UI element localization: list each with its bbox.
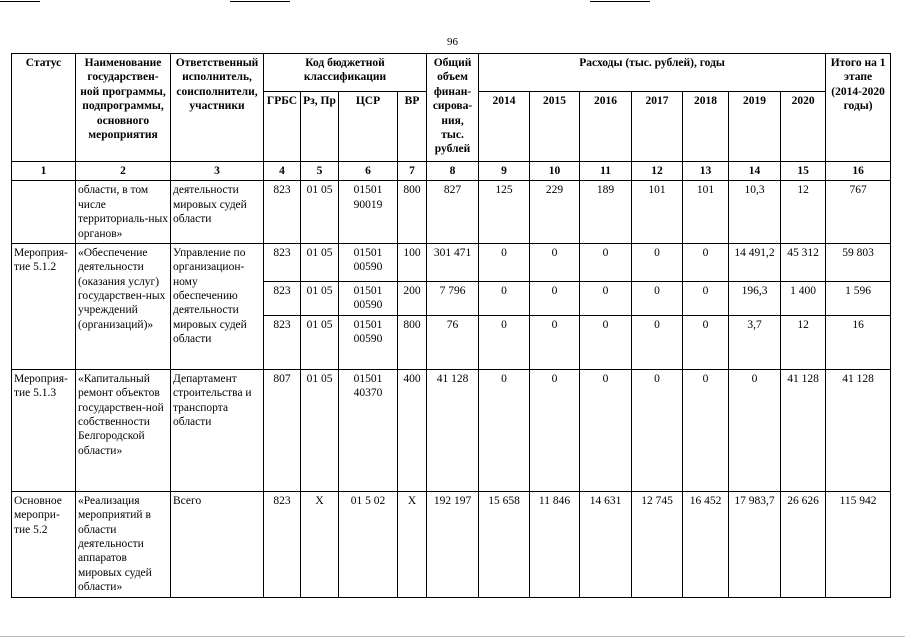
column-number: 13 <box>683 162 729 181</box>
cell-year: 196,3 <box>729 281 781 315</box>
table-row <box>12 369 891 491</box>
column-number: 11 <box>580 162 632 181</box>
cell-year: 12 745 <box>632 491 683 597</box>
header-year: 2019 <box>729 92 781 162</box>
cell-year: 16 452 <box>683 491 729 597</box>
cell-year: 0 <box>632 281 683 315</box>
cell-year: 41 128 <box>781 369 826 491</box>
cell-year: 0 <box>479 243 530 281</box>
cell-year: 15 658 <box>479 491 530 597</box>
column-number: 7 <box>398 162 427 181</box>
column-number: 16 <box>826 162 891 181</box>
cell-total: 41 128 <box>427 369 479 491</box>
column-number: 4 <box>264 162 301 181</box>
cell-year: 0 <box>580 369 632 491</box>
cell-grbs: 823 <box>264 281 301 315</box>
cell-year: 17 983,7 <box>729 491 781 597</box>
column-number: 15 <box>781 162 826 181</box>
cell-sum: 59 803 <box>826 243 891 281</box>
column-number: 3 <box>171 162 264 181</box>
cell-year: 10,3 <box>729 181 781 244</box>
header-year: 2020 <box>781 92 826 162</box>
cell-year: 1 400 <box>781 281 826 315</box>
cell-total: 301 471 <box>427 243 479 281</box>
cell-total: 827 <box>427 181 479 244</box>
cell-year: 0 <box>530 281 580 315</box>
cell-vr: 200 <box>398 281 427 315</box>
cell-grbs: 823 <box>264 181 301 244</box>
header-grbs: ГРБС <box>264 92 301 162</box>
cell-responsible: Департамент строительства и транспорта области <box>171 369 264 491</box>
header-year: 2015 <box>530 92 580 162</box>
cell-year: 0 <box>632 369 683 491</box>
column-number: 9 <box>479 162 530 181</box>
cell-sum: 16 <box>826 315 891 369</box>
table-row <box>12 181 891 244</box>
cell-year: 229 <box>530 181 580 244</box>
cell-responsible: Управление по организацион-ному обеспечению деятельности мировых судей области <box>171 243 264 369</box>
cell-name: «Капитальный ремонт объектов государствен-ной собственности Белгородской области» <box>76 369 171 491</box>
cell-responsible: деятельности мировых судей области <box>171 181 264 244</box>
cell-status <box>12 181 76 244</box>
cell-status: Мероприя-тие 5.1.2 <box>12 243 76 369</box>
budget-table <box>11 53 891 598</box>
column-number: 8 <box>427 162 479 181</box>
cell-year: 14 491,2 <box>729 243 781 281</box>
cell-year: 0 <box>530 369 580 491</box>
cell-year: 0 <box>580 243 632 281</box>
cell-status: Мероприя-тие 5.1.3 <box>12 369 76 491</box>
cell-csr: 01501 90019 <box>339 181 398 244</box>
header-total-stage: Итого на 1 этапе (2014-2020 годы) <box>826 54 891 162</box>
header-budget-code: Код бюджетной классификации <box>264 54 427 92</box>
cell-sum: 1 596 <box>826 281 891 315</box>
cell-rzpr: 01 05 <box>301 243 339 281</box>
cell-year: 45 312 <box>781 243 826 281</box>
cell-rzpr: 01 05 <box>301 181 339 244</box>
column-number: 12 <box>632 162 683 181</box>
header-total-volume: Общий объем финан-сирова-ния, тыс. рублей <box>427 54 479 162</box>
cell-year: 0 <box>632 315 683 369</box>
cell-rzpr: Х <box>301 491 339 597</box>
column-number: 5 <box>301 162 339 181</box>
header-expenses: Расходы (тыс. рублей), годы <box>479 54 826 92</box>
cell-rzpr: 01 05 <box>301 315 339 369</box>
cell-year: 0 <box>530 315 580 369</box>
cell-year: 189 <box>580 181 632 244</box>
table-row <box>12 243 891 281</box>
header-vr: ВР <box>398 92 427 162</box>
cell-vr: 800 <box>398 181 427 244</box>
cell-name: области, в том числе территориаль-ных органов» <box>76 181 171 244</box>
scan-edge-mark <box>590 1 650 2</box>
cell-responsible: Всего <box>171 491 264 597</box>
cell-name: «Обеспечение деятельности (оказания услуг) государствен-ных учреждений (организаций)» <box>76 243 171 369</box>
cell-year: 26 626 <box>781 491 826 597</box>
header-year: 2017 <box>632 92 683 162</box>
cell-csr: 01 5 02 <box>339 491 398 597</box>
cell-csr: 01501 00590 <box>339 315 398 369</box>
cell-total: 7 796 <box>427 281 479 315</box>
cell-name: «Реализация мероприятий в области деятельности аппаратов мировых судей области» <box>76 491 171 597</box>
cell-sum: 767 <box>826 181 891 244</box>
column-number: 14 <box>729 162 781 181</box>
cell-year: 0 <box>632 243 683 281</box>
cell-year: 0 <box>479 369 530 491</box>
cell-year: 0 <box>683 243 729 281</box>
header-csr: ЦСР <box>339 92 398 162</box>
cell-year: 0 <box>479 315 530 369</box>
cell-status: Основное меропри-тие 5.2 <box>12 491 76 597</box>
header-responsible: Ответственный исполнитель, соисполнители, участники <box>171 54 264 162</box>
cell-year: 0 <box>479 281 530 315</box>
cell-year: 0 <box>683 315 729 369</box>
header-name: Наименование государствен-ной программы, подпрограммы, основного мероприятия <box>76 54 171 162</box>
scan-edge-mark <box>230 1 290 2</box>
cell-sum: 115 942 <box>826 491 891 597</box>
page-number: 96 <box>447 36 458 48</box>
header-year: 2014 <box>479 92 530 162</box>
cell-year: 3,7 <box>729 315 781 369</box>
cell-vr: Х <box>398 491 427 597</box>
scan-bottom-edge <box>0 636 905 637</box>
cell-total: 192 197 <box>427 491 479 597</box>
cell-grbs: 807 <box>264 369 301 491</box>
cell-csr: 01501 40370 <box>339 369 398 491</box>
table-row <box>12 491 891 597</box>
header-status: Статус <box>12 54 76 162</box>
cell-year: 12 <box>781 181 826 244</box>
cell-year: 14 631 <box>580 491 632 597</box>
cell-grbs: 823 <box>264 315 301 369</box>
cell-year: 0 <box>729 369 781 491</box>
cell-sum: 41 128 <box>826 369 891 491</box>
cell-rzpr: 01 05 <box>301 281 339 315</box>
header-year: 2018 <box>683 92 729 162</box>
cell-year: 0 <box>683 281 729 315</box>
cell-year: 0 <box>580 281 632 315</box>
cell-year: 101 <box>632 181 683 244</box>
cell-vr: 400 <box>398 369 427 491</box>
scan-edge-mark <box>0 1 40 2</box>
cell-csr: 01501 00590 <box>339 243 398 281</box>
column-number-row <box>12 162 891 181</box>
cell-rzpr: 01 05 <box>301 369 339 491</box>
cell-year: 0 <box>530 243 580 281</box>
cell-year: 101 <box>683 181 729 244</box>
header-year: 2016 <box>580 92 632 162</box>
cell-year: 0 <box>580 315 632 369</box>
column-number: 10 <box>530 162 580 181</box>
cell-year: 125 <box>479 181 530 244</box>
header-rzpr: Рз, Пр <box>301 92 339 162</box>
column-number: 6 <box>339 162 398 181</box>
column-number: 1 <box>12 162 76 181</box>
cell-year: 11 846 <box>530 491 580 597</box>
cell-vr: 100 <box>398 243 427 281</box>
cell-csr: 01501 00590 <box>339 281 398 315</box>
cell-grbs: 823 <box>264 243 301 281</box>
column-number: 2 <box>76 162 171 181</box>
cell-year: 0 <box>683 369 729 491</box>
cell-total: 76 <box>427 315 479 369</box>
cell-vr: 800 <box>398 315 427 369</box>
cell-grbs: 823 <box>264 491 301 597</box>
cell-year: 12 <box>781 315 826 369</box>
